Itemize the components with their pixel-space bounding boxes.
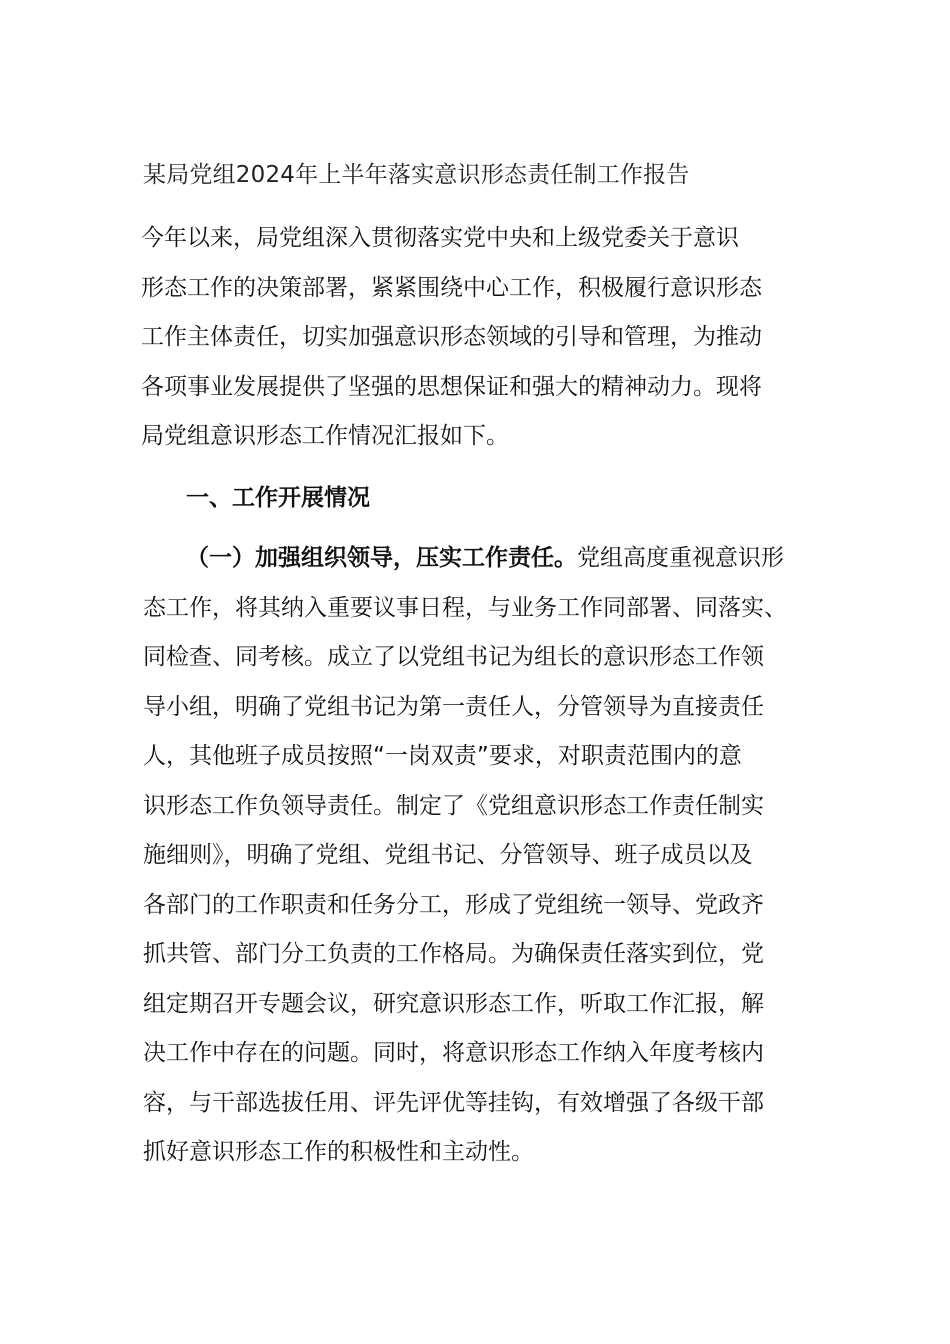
- body-line: 同检查、同考核。成立了以党组书记为组长的意识形态工作领: [143, 644, 764, 670]
- intro-line: 工作主体责任，切实加强意识形态领域的引导和管理，为推动: [141, 324, 762, 350]
- body-line: 抓共管、部门分工负责的工作格局。为确保责任落实到位，党: [143, 941, 764, 967]
- document-title: 某局党组2024年上半年落实意识形态责任制工作报告: [143, 162, 690, 188]
- body-line: 决工作中存在的问题。同时，将意识形态工作纳入年度考核内: [143, 1040, 764, 1066]
- body-line: 施细则》，明确了党组、党组书记、分管领导、班子成员以及: [143, 842, 753, 868]
- body-line: 导小组，明确了党组书记为第一责任人，分管领导为直接责任: [143, 693, 764, 720]
- intro-paragraph: [143, 214, 793, 462]
- subsection-paragraph: [143, 534, 793, 1178]
- intro-line: 形态工作的决策部署，紧紧围绕中心工作，积极履行意识形态: [141, 274, 762, 301]
- subsection-first-line: [143, 534, 793, 584]
- body-line: 识形态工作负领导责任。制定了《党组意识形态工作责任制实: [143, 792, 764, 819]
- subsection-first-line-rest: 党组高度重视意识形: [577, 545, 784, 571]
- body-line: 容，与干部选拔任用、评先评优等挂钩，有效增强了各级干部: [143, 1089, 764, 1116]
- section-heading: 一、工作开展情况: [186, 485, 370, 511]
- body-line: 组定期召开专题会议，研究意识形态工作，听取工作汇报，解: [143, 990, 764, 1017]
- intro-line: 各项事业发展提供了坚强的思想保证和强大的精神动力。现将: [141, 373, 762, 400]
- body-line: 各部门的工作职责和任务分工，形成了党组统一领导、党政齐: [143, 891, 764, 918]
- subsection-lead: （一）加强组织领导，压实工作责任。: [186, 545, 577, 571]
- intro-line: 今年以来，局党组深入贯彻落实党中央和上级党委关于意识: [141, 225, 739, 251]
- intro-line: 局党组意识形态工作情况汇报如下。: [141, 423, 509, 449]
- body-line: 态工作，将其纳入重要议事日程，与业务工作同部署、同落实、: [143, 594, 787, 621]
- body-line: 人，其他班子成员按照“一岗双责”要求，对职责范围内的意: [143, 743, 742, 769]
- body-line: 抓好意识形态工作的积极性和主动性。: [143, 1139, 534, 1165]
